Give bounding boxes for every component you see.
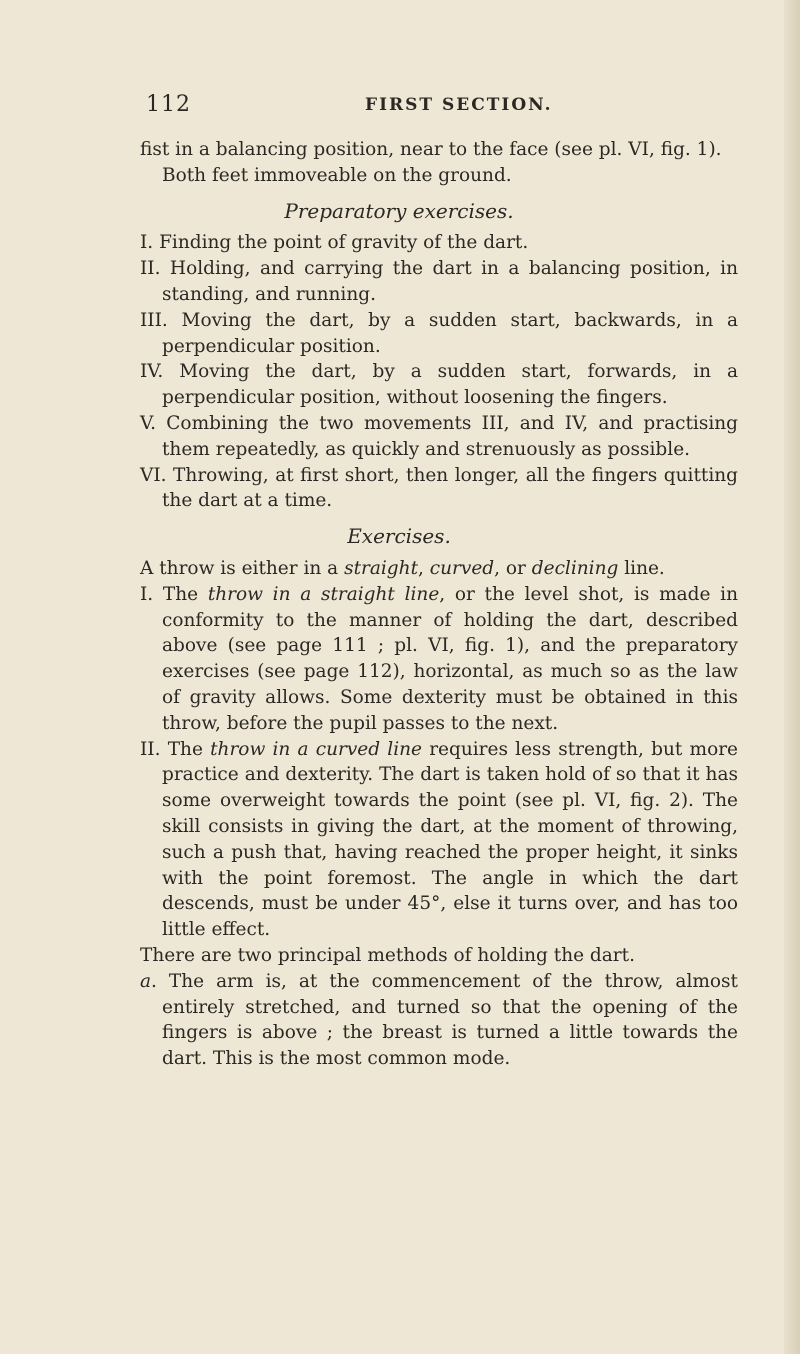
exercise-intro: A throw is either in a straight, curved, or declining line. [140, 557, 665, 579]
exercise-curved-line: II. The throw in a curved line requires less strength, but more practice and dexterity. The dart is taken hold of so that it has some overweight towards the point (see pl. VI, fig. 2). The skill consists in giving the dart, at the moment of throwing, such a push that, having reached the proper height, it sinks with the point foremost. The angle in which the dart descends, must be under 45°, else it turns over, and has too little effect. [140, 738, 738, 941]
body-text [140, 137, 738, 1072]
heading-preparatory-exercises: Preparatory exercises. [284, 198, 514, 223]
page-header [146, 92, 726, 120]
running-head: FIRST SECTION. [365, 95, 553, 115]
paragraph-continuation: fist in a balancing position, near to the face (see pl. VI, fig. 1). [140, 139, 722, 160]
preparatory-item-2: II. Holding, and carrying the dart in a balancing position, in standing, and running. [140, 258, 738, 305]
preparatory-item-4: IV. Moving the dart, by a sudden start, forwards, in a perpendicular position, without loosening the fingers. [140, 361, 738, 409]
preparatory-item-1: I. Finding the point of gravity of the dart. [140, 232, 529, 254]
paragraph-feet: Both feet immoveable on the ground. [162, 164, 512, 186]
preparatory-item-5: V. Combining the two movements III, and IV, and practising them repeatedly, as quickly and strenuously as possible. [140, 412, 738, 460]
page-number: 112 [146, 92, 191, 117]
exercise-straight-line: I. The throw in a straight line, or the level shot, is made in conformity to the manner of holding the dart, described above (see page 111 ; pl. VI, fig. 1), and the preparatory exercises (see page 112), horizontal, as much so as the law of gravity allows. Some dexterity must be obtained in this throw, before the pupil passes to the next. [140, 583, 739, 734]
methods-intro: There are two principal methods of holding the dart. [140, 944, 635, 966]
preparatory-item-3: III. Moving the dart, by a sudden start, backwards, in a perpendicular position. [140, 309, 738, 357]
page-edge [784, 0, 800, 1354]
preparatory-item-6: VI. Throwing, at first short, then longer, all the fingers quitting the dart at a time. [140, 464, 738, 512]
heading-exercises: Exercises. [347, 524, 451, 549]
method-a: a. The arm is, at the commencement of the throw, almost entirely stretched, and turned so that the opening of the fingers is above ; the breast is turned a little towards the dart. This is the most common mode. [140, 970, 738, 1070]
